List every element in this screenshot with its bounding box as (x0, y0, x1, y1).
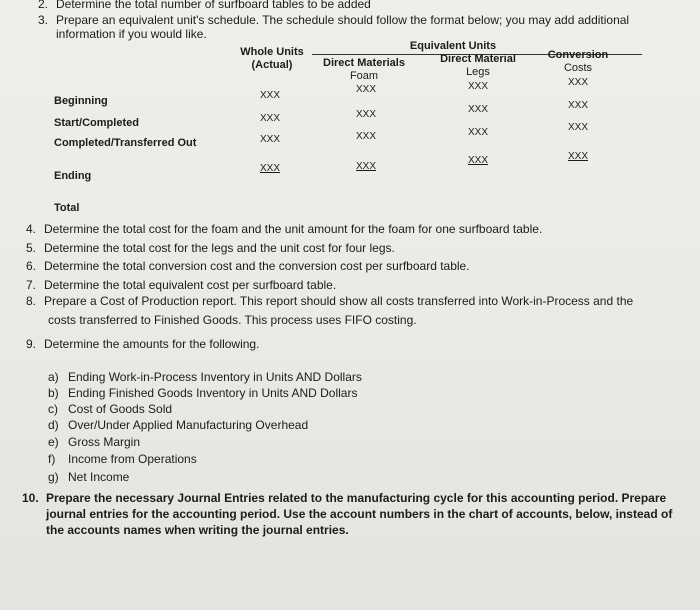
col-header-conversion-costs: Conversion Costs (547, 49, 609, 74)
row-label-ending: Ending (54, 170, 92, 182)
cell-start-whole: XXX (259, 113, 280, 124)
item-3-continued: information if you would like. (56, 27, 207, 41)
sub-item-e: e) Gross Margin (48, 435, 141, 449)
cell-ending-legs: XXX (467, 155, 488, 166)
cell-ending-whole: XXX (259, 163, 280, 174)
cell-ending-conversion: XXX (567, 151, 588, 162)
question-10: 10. Prepare the necessary Journal Entries related to the manufacturing cycle for this accounting period. Prepare (22, 491, 667, 505)
cell-ending-foam: XXX (355, 161, 376, 172)
question-5: 5. Determine the total cost for the legs and the unit cost for four legs. (26, 241, 395, 255)
item-3: 3. Prepare an equivalent unit's schedule. The schedule should follow the format below; you may add additional (38, 13, 630, 27)
cell-transferred-legs: XXX (467, 127, 488, 138)
cell-transferred-foam: XXX (355, 131, 376, 142)
question-7: 7. Determine the total equivalent cost per surfboard table. (26, 278, 337, 292)
cell-start-legs: XXX (467, 104, 488, 115)
question-8: 8. Prepare a Cost of Production report. This report should show all costs transferred into Work-in-Process and the (26, 294, 634, 308)
sub-item-f: f) Income from Operations (48, 452, 197, 466)
question-10-line-2: journal entries for the accounting period. Use the account numbers in the chart of accounts, below, instead of (46, 507, 673, 521)
sub-item-g: g) Net Income (48, 470, 130, 484)
row-label-total: Total (54, 202, 80, 214)
question-8-continued: costs transferred to Finished Goods. This process uses FIFO costing. (48, 313, 417, 327)
row-label-start-completed: Start/Completed (54, 117, 139, 129)
col-header-direct-materials-foam: Direct Materials Foam (323, 57, 405, 82)
cell-beginning-legs: XXX (467, 81, 488, 92)
question-4: 4. Determine the total cost for the foam and the unit amount for the foam for one surfboard table. (26, 222, 543, 236)
row-label-completed-transferred: Completed/Transferred Out (54, 137, 197, 149)
col-header-direct-material-legs: Direct Material Legs (440, 53, 516, 78)
cell-transferred-conversion: XXX (567, 122, 588, 133)
equivalent-units-header: Equivalent Units (409, 40, 497, 52)
cell-start-foam: XXX (355, 109, 376, 120)
sub-item-b: b) Ending Finished Goods Inventory in Units AND Dollars (48, 386, 358, 400)
sub-item-d: d) Over/Under Applied Manufacturing Overhead (48, 418, 309, 432)
item-2: 2. Determine the total number of surfboard tables to be added (38, 0, 371, 11)
sub-item-a: a) Ending Work-in-Process Inventory in Units AND Dollars (48, 370, 362, 384)
question-10-line-3: the accounts names when writing the journal entries. (46, 523, 349, 537)
question-6: 6. Determine the total conversion cost and the conversion cost per surfboard table. (26, 259, 470, 273)
col-header-whole-units: Whole Units (Actual) (240, 46, 304, 71)
sub-item-c: c) Cost of Goods Sold (48, 402, 173, 416)
cell-beginning-foam: XXX (355, 84, 376, 95)
cell-transferred-whole: XXX (259, 134, 280, 145)
cell-beginning-conversion: XXX (567, 77, 588, 88)
question-9: 9. Determine the amounts for the following. (26, 337, 260, 351)
cell-start-conversion: XXX (567, 100, 588, 111)
cell-beginning-whole: XXX (259, 90, 280, 101)
row-label-beginning: Beginning (54, 95, 108, 107)
